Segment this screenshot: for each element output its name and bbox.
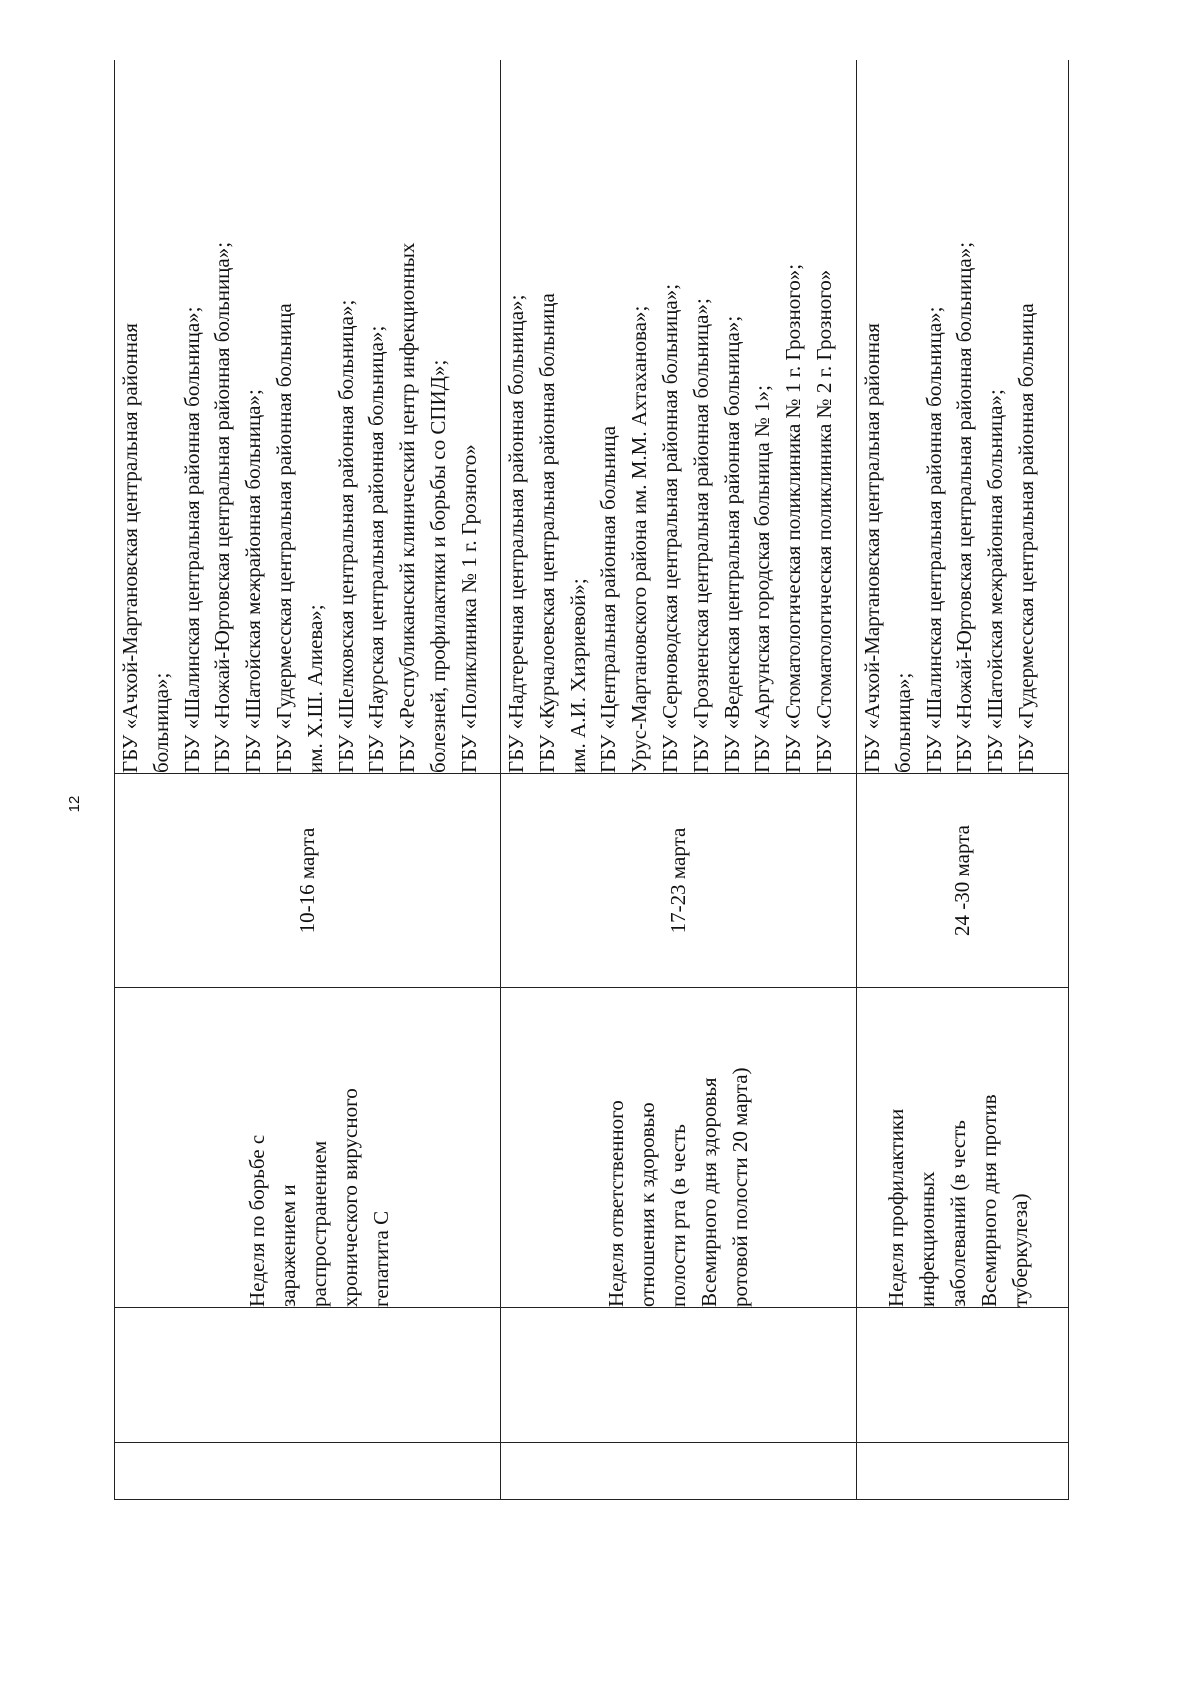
event-text-line: гепатита С	[369, 1210, 393, 1307]
event-text-line: заболеваний (в честь	[946, 1120, 970, 1307]
date-text: 24 -30 марта	[950, 825, 974, 936]
date-text: 17-23 марта	[666, 827, 690, 934]
organization-line: больница»;	[890, 672, 915, 773]
schedule-table	[114, 60, 1069, 1500]
event-text-line: распространением	[307, 1140, 331, 1307]
event-text-line: туберкулеза)	[1008, 1193, 1032, 1307]
organization-line: ГБУ «Шалинская центральная районная больница»;	[179, 306, 204, 773]
event-text-line: отношения к здоровью	[635, 1102, 659, 1307]
organization-line: ГБУ «Грозненская центральная районная больница»;	[688, 298, 713, 773]
organization-line: ГБУ «Ачхой-Мартановская центральная районная	[118, 323, 142, 773]
organization-line: ГБУ «Шалинская центральная районная больница»;	[921, 306, 946, 773]
organization-line: ГБУ «Центральная районная больница	[596, 425, 621, 773]
organization-line: ГБУ «Ножай-Юртовская центральная районная больница»;	[952, 241, 977, 773]
event-text-line: Всемирного дня против	[977, 1094, 1001, 1307]
organization-line: им. Х.Ш. Алиева»;	[302, 604, 327, 773]
date-cell	[115, 774, 501, 988]
schedule-table-frame	[114, 60, 1070, 1500]
organization-line: им. А.И. Хизриевой»;	[565, 578, 590, 773]
schedule-table-rotated	[114, 60, 1070, 1500]
organization-line: ГБУ «Серноводская центральная районная больница»;	[657, 283, 682, 773]
event-text-line: Неделя профилактики	[884, 1108, 908, 1307]
organization-line: Урус-Мартановского района им. М.М. Ахтаханова»;	[627, 305, 652, 773]
organization-line: ГБУ «Наурская центральная районная больница»;	[364, 325, 389, 773]
event-text-line: хронического вирусного	[338, 1088, 362, 1307]
organization-line: ГБУ «Стоматологическая поликлиника № 2 г. Грозного»	[811, 269, 836, 773]
page-number: 12	[66, 795, 83, 813]
organization-line: ГБУ «Гудермесская центральная районная больница	[271, 303, 296, 773]
event-text-line: инфекционных	[915, 1171, 939, 1307]
event-text-line: полости рта (в честь	[666, 1124, 690, 1307]
date-cell	[501, 774, 857, 988]
event-text-line: Всемирного дня здоровья	[697, 1077, 721, 1307]
organization-line: ГБУ «Поликлиника № 1 г. Грозного»	[456, 444, 481, 773]
organizations-cell	[857, 60, 1069, 774]
organizations-cell	[501, 60, 857, 774]
organization-line: болезней, профилактики и борьбы со СПИД»;	[425, 359, 450, 773]
row-number-cell	[857, 1443, 1069, 1500]
organization-line: ГБУ «Курчалоевская центральная районная больница	[534, 293, 559, 773]
organizations-cell	[115, 60, 501, 774]
event-cell	[115, 988, 501, 1308]
organization-line: ГБУ «Веденская центральная районная больница»;	[719, 315, 744, 773]
event-cell	[501, 988, 857, 1308]
organization-line: ГБУ «Гудермесская центральная районная больница	[1013, 303, 1038, 773]
organization-line: ГБУ «Шатойская межрайонная больница»;	[983, 389, 1008, 773]
event-cell	[857, 988, 1069, 1308]
organization-line: ГБУ «Стоматологическая поликлиника № 1 г. Грозного»;	[781, 263, 806, 773]
organization-line: ГБУ «Ножай-Юртовская центральная районная больница»;	[210, 241, 235, 773]
event-text-line: Неделя ответственного	[604, 1100, 628, 1307]
organization-line: ГБУ «Надтеречная центральная районная больница»;	[504, 294, 528, 773]
organization-line: ГБУ «Шелковская центральная районная больница»;	[333, 299, 358, 773]
organization-line: ГБУ «Ачхой-Мартановская центральная районная	[860, 323, 884, 773]
organization-line: больница»;	[148, 672, 173, 773]
row-number-cell	[115, 1443, 501, 1500]
table-row	[115, 60, 501, 1500]
organization-line: ГБУ «Республиканский клинический центр инфекционных	[395, 242, 420, 773]
organization-line: ГБУ «Шатойская межрайонная больница»;	[241, 389, 266, 773]
date-text: 10-16 марта	[295, 827, 319, 934]
row-number-cell	[501, 1443, 857, 1500]
organization-line: ГБУ «Аргунская городская больница № 1»;	[750, 384, 775, 773]
date-cell	[857, 774, 1069, 988]
row-subnumber-cell	[501, 1308, 857, 1443]
event-text-line: заражением и	[276, 1184, 300, 1307]
event-text-line: Неделя по борьбе с	[245, 1134, 269, 1307]
row-subnumber-cell	[857, 1308, 1069, 1443]
event-text-line: ротовой полости 20 марта)	[728, 1067, 752, 1307]
table-row	[501, 60, 857, 1500]
row-subnumber-cell	[115, 1308, 501, 1443]
table-row	[857, 60, 1069, 1500]
